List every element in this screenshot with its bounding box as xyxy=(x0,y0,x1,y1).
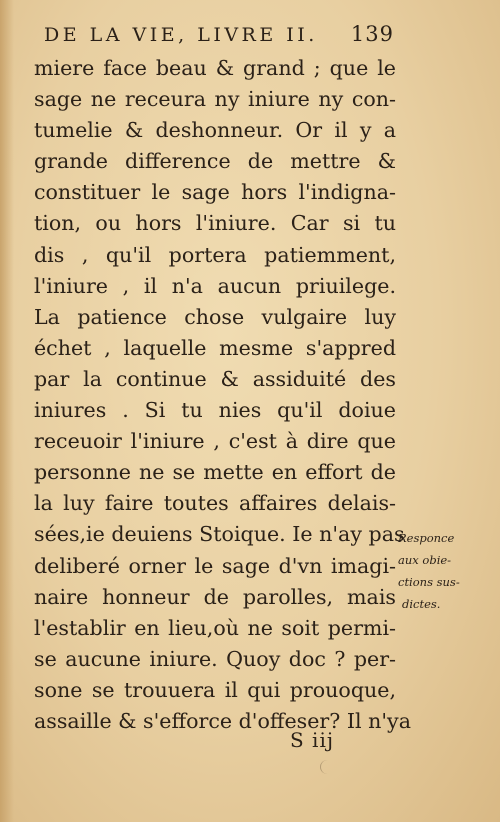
signature-mark: S iij xyxy=(290,728,335,752)
text-line: se aucune iniure. Quoy doc ? per- xyxy=(34,646,396,671)
margin-note xyxy=(398,527,462,615)
text-line: sées,ie deuiens Stoique. Ie n'ay pas xyxy=(34,522,405,547)
text-line: iniures . Si tu nies qu'il doiue xyxy=(34,398,396,423)
text-line: par la continue & assiduité des xyxy=(34,366,396,391)
text-line: sone se trouuera il qui prouoque, xyxy=(34,677,396,702)
page-number: 139 xyxy=(350,22,394,46)
margin-note-line: Responce xyxy=(398,531,455,545)
text-line: la luy faire toutes affaires delais- xyxy=(34,491,396,516)
text-line: tion, ou hors l'iniure. Car si tu xyxy=(34,211,396,236)
body-text xyxy=(34,53,411,737)
page-shadow-edge xyxy=(0,0,14,822)
text-line: tumelie & deshonneur. Or il y a xyxy=(34,118,396,143)
text-line: La patience chose vulgaire luy xyxy=(34,304,396,329)
text-line: échet , laquelle mesme s'appred xyxy=(34,335,396,360)
text-line: naire honneur de parolles, mais xyxy=(34,584,396,609)
ink-smudge xyxy=(320,760,335,774)
text-line: miere face beau & grand ; que le xyxy=(34,56,396,80)
text-line: constituer le sage hors l'indigna- xyxy=(34,180,396,205)
margin-note-line: ctions sus- xyxy=(398,575,460,589)
text-line: grande difference de mettre & xyxy=(34,149,396,174)
margin-note-line: aux obie- xyxy=(398,553,452,567)
running-head xyxy=(44,22,394,50)
running-head-title: DE LA VIE, LIVRE II. xyxy=(44,24,318,46)
text-line: receuoir l'iniure , c'est à dire que xyxy=(34,429,396,454)
text-line: deliberé orner le sage d'vn imagi- xyxy=(34,553,396,578)
text-line: personne ne se mette en effort de xyxy=(34,460,396,485)
text-line: assaille & s'efforce d'offeser? Il n'ya xyxy=(34,708,411,733)
text-line: l'iniure , il n'a aucun priuilege. xyxy=(34,273,396,298)
text-line: l'establir en lieu,où ne soit permi- xyxy=(34,615,396,640)
text-line: sage ne receura ny iniure ny con- xyxy=(34,87,396,112)
text-line: dis , qu'il portera patiemment, xyxy=(34,242,396,267)
margin-note-line: dictes. xyxy=(402,597,441,611)
